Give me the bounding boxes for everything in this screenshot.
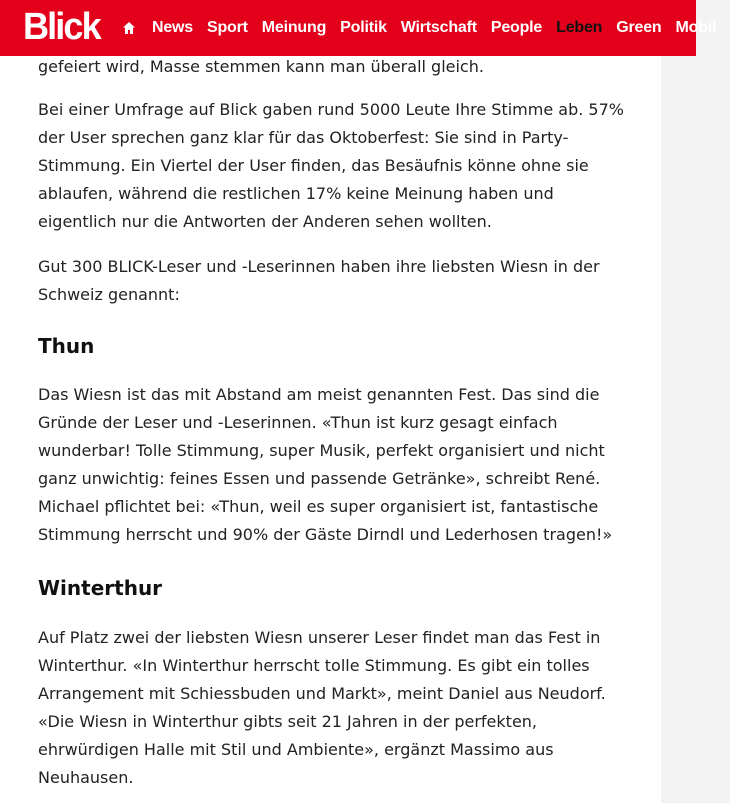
nav-news[interactable]: News: [152, 19, 193, 36]
blick-logo[interactable]: Blick: [23, 6, 100, 48]
main-navigation: [122, 0, 730, 56]
article-paragraph: Bei einer Umfrage auf Blick gaben rund 5000 Leute Ihre Stimme ab. 57% der User sprechen ganz klar für das Oktoberfest: Sie sind in Party-Stimmung. Ein Viertel der User finden, das Besäufnis könne ohne sie ablaufen, während die restlichen 17% keine Meinung haben und eigentlich nur die Antworten der Anderen sehen wollten.: [38, 100, 624, 231]
site-header: [0, 0, 717, 56]
home-icon[interactable]: [122, 21, 136, 35]
nav-meinung[interactable]: Meinung: [261, 19, 327, 36]
nav-mobil[interactable]: Mobil: [675, 19, 717, 36]
nav-green[interactable]: Green: [616, 19, 662, 36]
section-heading-thun: Thun: [38, 334, 95, 358]
nav-leben[interactable]: Leben: [556, 19, 603, 36]
article-paragraph: Das Wiesn ist das mit Abstand am meist genannten Fest. Das sind die Gründe der Leser und -Leserinnen. «Thun ist kurz gesagt einfach wunderbar! Tolle Stimmung, super Musik, perfekt organisiert und nicht ganz unwichtig: feines Essen und passende Getränke», schreibt René. Michael pflichtet bei: «Thun, weil es super organisiert ist, fantastische Stimmung herrscht und 90% der Gäste Dirndl und Lederhosen tragen!»: [38, 385, 613, 544]
nav-politik[interactable]: Politik: [340, 19, 387, 36]
nav-sport[interactable]: Sport: [207, 19, 248, 36]
article-content-area: [0, 56, 661, 803]
article-paragraph: Auf Platz zwei der liebsten Wiesn unserer Leser findet man das Fest in Winterthur. «In Winterthur herrscht tolle Stimmung. Es gibt ein tolles Arrangement mit Schiessbuden und Markt», meint Daniel aus Neudorf. «Die Wiesn in Winterthur gibts seit 21 Jahren in der perfekten, ehrwürdigen Halle mit Stil und Ambiente», ergänzt Massimo aus Neuhausen.: [38, 628, 606, 787]
nav-wirtschaft[interactable]: Wirtschaft: [400, 19, 477, 36]
article-paragraph: gefeiert wird, Masse stemmen kann man überall gleich.: [38, 57, 484, 76]
nav-people[interactable]: People: [490, 19, 543, 36]
article-paragraph: Gut 300 BLICK-Leser und -Leserinnen haben ihre liebsten Wiesn in der Schweiz genannt:: [38, 257, 600, 304]
section-heading-winterthur: Winterthur: [38, 576, 163, 600]
